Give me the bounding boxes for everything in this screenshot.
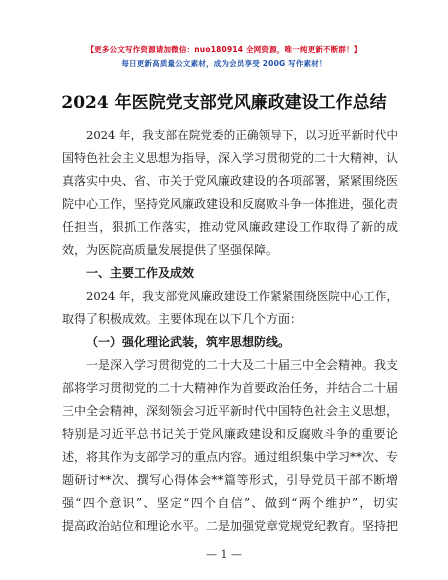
page-number: — 1 — (206, 548, 242, 561)
promo-banner-line1: 【更多公文写作资源请加微信：nuo180914 全网资源，唯一纯更新不断群！】 (86, 45, 362, 54)
body-line: 院中心工作，坚持党风廉政建设和反腐败斗争一体推进，强化责 (62, 197, 398, 211)
body-line: 提高政治站位和理论水平。二是加强党章党规党纪教育。坚持把 (62, 519, 398, 533)
subsection-heading: （一）强化理论武装，筑牢思想防线。 (86, 335, 291, 349)
body-line: 述，将其作为支部学习的重点内容。通过组织集中学习**次、专 (62, 450, 398, 464)
body-line: 一是深入学习贯彻党的二十大及二十届三中全会精神。我支 (86, 358, 398, 372)
promo-banner-line2: 每日更新高质量公文素材，成为会员享受 200G 写作素材！ (121, 59, 327, 68)
document-title: 2024 年医院党支部党风廉政建设工作总结 (61, 93, 387, 113)
body-line: 2024 年，我支部党风廉政建设工作紧紧围绕医院中心工作， (86, 289, 398, 303)
body-line: 真落实中央、省、市关于党风廉政建设的各项部署，紧紧围绕医 (62, 174, 398, 188)
body-line: 题研讨**次、撰写心得体会**篇等形式，引导党员干部不断增 (62, 473, 398, 487)
body-line: 国特色社会主义思想为指导，深入学习贯彻党的二十大精神，认 (62, 151, 398, 165)
body-line: 部将学习贯彻党的二十大精神作为首要政治任务，并结合二十届 (62, 381, 398, 395)
body-line: 三中全会精神，深刻领会习近平新时代中国特色社会主义思想， (62, 404, 398, 418)
body-line: 强“四个意识”、坚定“四个自信”、做到“两个维护”，切实 (62, 496, 398, 510)
body-line: 取得了积极成效。主要体现在以下几个方面： (62, 312, 303, 326)
body-line: 任担当，狠抓工作落实，推动党风廉政建设工作取得了新的成 (62, 220, 398, 234)
body-line: 2024 年，我支部在院党委的正确领导下，以习近平新时代中 (86, 128, 398, 142)
body-line: 效，为医院高质量发展提供了坚强保障。 (62, 243, 279, 257)
body-line: 特别是习近平总书记关于党风廉政建设和反腐败斗争的重要论 (62, 427, 398, 441)
section-heading: 一、主要工作及成效 (86, 266, 195, 280)
